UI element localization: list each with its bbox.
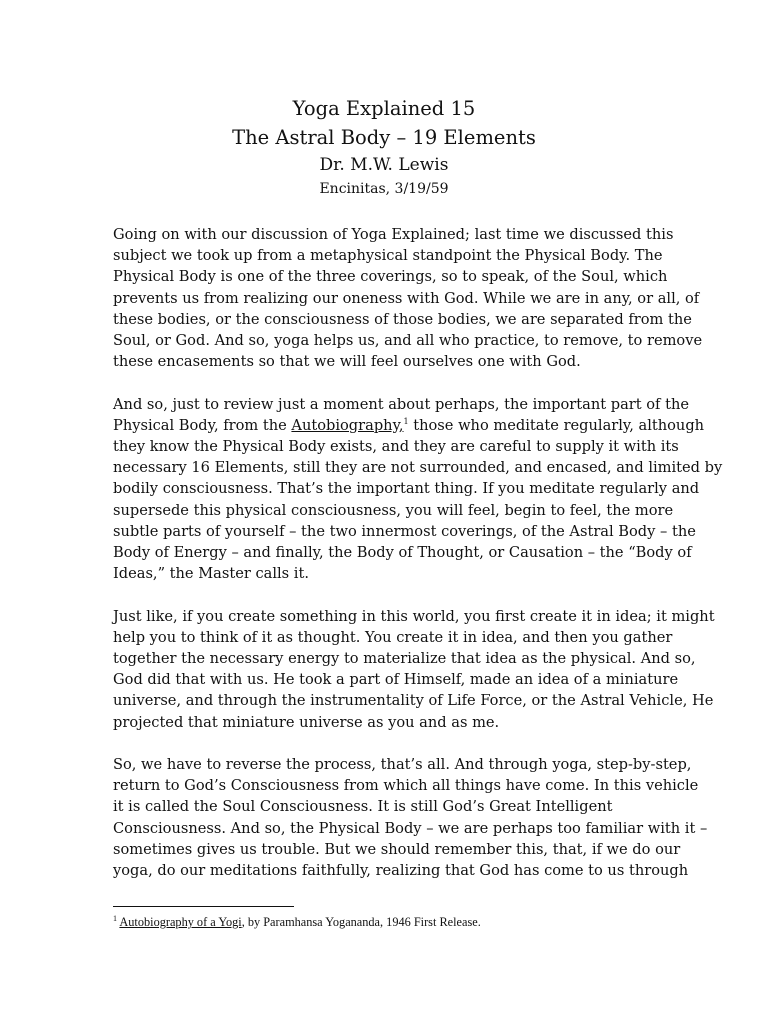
text-line: subtle parts of yourself – the two innermost coverings, of the Astral Body – the bbox=[113, 522, 696, 540]
text-line: And so, just to review just a moment about perhaps, the important part of the bbox=[113, 395, 689, 413]
text-line: Consciousness. And so, the Physical Body – we are perhaps too familiar with it – bbox=[113, 819, 708, 837]
document-header bbox=[0, 94, 768, 200]
text-line: together the necessary energy to materialize that idea as the physical. And so, bbox=[113, 650, 696, 668]
autobiography-reference: Autobiography, bbox=[291, 416, 404, 434]
text-line: Body of Energy – and finally, the Body of Thought, or Causation – the “Body of bbox=[113, 544, 692, 562]
text-line: it is called the Soul Consciousness. It is still God’s Great Intelligent bbox=[113, 798, 613, 816]
text-line: God did that with us. He took a part of Himself, made an idea of a miniature bbox=[113, 671, 679, 689]
text-line: these bodies, or the consciousness of those bodies, we are separated from the bbox=[113, 310, 692, 328]
document-body bbox=[113, 224, 723, 902]
text-line: they know the Physical Body exists, and they are careful to supply it with its bbox=[113, 438, 679, 456]
footnote-text: , by Paramhansa Yogananda, 1946 First Release. bbox=[241, 915, 481, 929]
text-line: Just like, if you create something in this world, you first create it in idea; it might bbox=[113, 607, 715, 625]
text-line: these encasements so that we will feel ourselves one with God. bbox=[113, 353, 581, 371]
text-line: Ideas,” the Master calls it. bbox=[113, 565, 309, 583]
author: Dr. M.W. Lewis bbox=[319, 155, 449, 175]
text-line: bodily consciousness. That’s the important thing. If you meditate regularly and bbox=[113, 480, 700, 498]
text-line: Going on with our discussion of Yoga Explained; last time we discussed this bbox=[113, 226, 674, 243]
text-line: prevents us from realizing our oneness with God. While we are in any, or all, of bbox=[113, 289, 700, 307]
title-line-2: The Astral Body – 19 Elements bbox=[232, 126, 536, 149]
text-line: projected that miniature universe as you and as me. bbox=[113, 713, 500, 731]
text-line: Physical Body is one of the three coverings, so to speak, of the Soul, which bbox=[113, 268, 668, 286]
text-line: So, we have to reverse the process, that’s all. And through yoga, step-by-step, bbox=[113, 756, 692, 774]
text-line: Soul, or God. And so, yoga helps us, and all who practice, to remove, to remove bbox=[113, 332, 703, 350]
footnote bbox=[113, 913, 658, 931]
paragraph-4 bbox=[113, 754, 708, 881]
title-line-1: Yoga Explained 15 bbox=[292, 97, 476, 120]
text-line: subject we took up from a metaphysical standpoint the Physical Body. The bbox=[113, 247, 663, 265]
text-fragment: Physical Body, from the bbox=[113, 416, 292, 434]
text-fragment: those who meditate regularly, although bbox=[408, 416, 705, 434]
text-line: necessary 16 Elements, still they are not surrounded, and encased, and limited by bbox=[113, 459, 723, 477]
footnote-number: 1 bbox=[113, 913, 117, 923]
place-date: Encinitas, 3/19/59 bbox=[319, 181, 449, 197]
text-line: return to God’s Consciousness from which all things have come. In this vehicle bbox=[113, 777, 699, 795]
paragraph-2 bbox=[113, 394, 723, 585]
text-line bbox=[113, 415, 705, 436]
text-line: sometimes gives us trouble. But we should remember this, that, if we do our bbox=[113, 840, 681, 858]
footnote-marker: 1 bbox=[403, 416, 409, 426]
footnote-divider bbox=[113, 906, 294, 907]
text-line: supersede this physical consciousness, you will feel, begin to feel, the more bbox=[113, 501, 674, 519]
paragraph-3 bbox=[113, 606, 715, 733]
text-line: help you to think of it as thought. You create it in idea, and then you gather bbox=[113, 628, 673, 646]
text-line: yoga, do our meditations faithfully, realizing that God has come to us through bbox=[113, 862, 689, 880]
paragraph-1 bbox=[113, 224, 703, 372]
text-line: universe, and through the instrumentality of Life Force, or the Astral Vehicle, He bbox=[113, 692, 714, 710]
footnote-book-title: Autobiography of a Yogi bbox=[119, 915, 242, 929]
